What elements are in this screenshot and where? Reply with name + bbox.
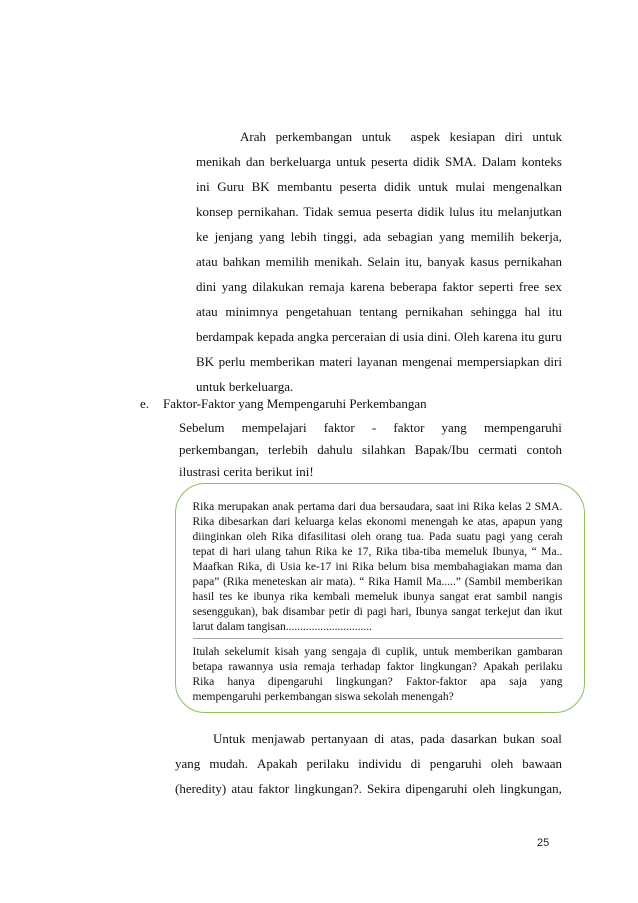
word: itu <box>520 329 535 344</box>
word: memberikan <box>249 354 315 369</box>
word: Rika <box>192 501 215 513</box>
text-line <box>193 675 563 690</box>
word: mata). <box>326 576 356 588</box>
word: tepat <box>192 546 215 558</box>
word: pertama <box>297 501 335 513</box>
story-paragraph <box>193 500 563 635</box>
word: didik <box>413 154 440 169</box>
word: contoh <box>526 442 562 457</box>
word: Rika <box>271 531 294 543</box>
word: rawannya <box>228 661 274 673</box>
word: Oleh <box>454 329 480 344</box>
word: atau <box>231 781 254 796</box>
word: mengenalkan <box>492 179 562 194</box>
word: di <box>371 646 381 658</box>
word: perkembangan, <box>179 442 259 457</box>
word: - <box>371 420 377 435</box>
word: didik <box>417 204 445 219</box>
word: di <box>410 756 421 771</box>
word: peserta <box>339 179 377 194</box>
word: ekonomi <box>366 516 407 528</box>
section-marker: e. <box>140 396 150 411</box>
word: Bapak/Ibu <box>414 442 469 457</box>
word: mempelajari <box>241 420 307 435</box>
word: pengaruhi <box>429 756 482 771</box>
word: pagi <box>485 531 506 543</box>
word: kelas <box>498 501 522 513</box>
word: pada <box>420 731 445 746</box>
word: Apakah <box>257 756 298 771</box>
word: suatu <box>456 531 481 543</box>
text-line <box>179 417 562 439</box>
word: Dalam <box>481 154 517 169</box>
word: kasus <box>470 254 500 269</box>
section-heading <box>140 391 427 416</box>
text-line <box>193 605 563 620</box>
text-line <box>179 439 562 461</box>
word: menikah. <box>314 254 363 269</box>
word: remaja <box>309 279 345 294</box>
word: usia <box>402 329 424 344</box>
word: semua <box>338 204 372 219</box>
word: hari, <box>390 606 412 618</box>
word: gambaran <box>517 646 563 658</box>
word: free <box>518 279 540 294</box>
word: perceraian <box>331 329 386 344</box>
text-line <box>193 660 563 675</box>
text-line <box>196 124 562 149</box>
word: ini <box>457 501 470 513</box>
word: apapun <box>502 516 536 528</box>
word: apa <box>480 676 497 688</box>
word: saja <box>509 676 528 688</box>
text-line <box>193 515 563 530</box>
word: air <box>310 576 323 588</box>
word: Apakah <box>482 661 519 673</box>
word: ada <box>362 229 382 244</box>
word: banyak <box>427 254 465 269</box>
word: di <box>374 731 385 746</box>
word: tentang <box>359 304 398 319</box>
word: dan <box>545 561 563 573</box>
word: karena <box>482 329 518 344</box>
word: diri <box>504 129 523 144</box>
word: berkeluarga <box>269 154 332 169</box>
word: itu <box>548 304 562 319</box>
text-line <box>196 149 562 174</box>
word: yang <box>510 531 533 543</box>
word: mempersiapkan <box>457 354 540 369</box>
word: faktor <box>393 420 425 435</box>
word: faktor <box>323 420 355 435</box>
reflection-paragraph <box>193 645 563 705</box>
word: Ibunya, <box>492 546 528 558</box>
word: hanya <box>227 676 255 688</box>
word: pernikahan <box>405 304 463 319</box>
text-line <box>196 174 562 199</box>
word: hal <box>524 304 541 319</box>
word: Guru <box>217 179 245 194</box>
word: menjawab <box>251 731 306 746</box>
word: perilaku <box>524 661 563 673</box>
word: Selain <box>367 254 400 269</box>
word: oleh <box>246 531 267 543</box>
word: hasil <box>192 591 215 603</box>
word: dan <box>523 606 541 618</box>
word: bukan <box>503 731 535 746</box>
word: memeluk <box>445 546 488 558</box>
text-line <box>175 751 562 776</box>
word: tiba-tiba <box>402 546 441 558</box>
word: BK <box>196 354 215 369</box>
word: untuk <box>418 179 448 194</box>
word: membantu <box>277 179 333 194</box>
word: atas, <box>390 731 414 746</box>
paragraph-divider <box>193 638 563 639</box>
section-intro-paragraph <box>179 417 562 483</box>
word: pernikahan. <box>237 204 299 219</box>
word: sesenggukan), <box>192 606 258 618</box>
word: di <box>219 546 229 558</box>
word: Tidak <box>303 204 334 219</box>
word: melanjutkan <box>497 204 562 219</box>
word: cermati <box>478 442 518 457</box>
word: Rika <box>192 516 215 528</box>
word: seperti <box>478 279 514 294</box>
word: sex <box>544 279 562 294</box>
word: membahagiakan <box>433 561 510 573</box>
story-box <box>175 483 585 713</box>
word: cuplik, <box>385 646 418 658</box>
word: rika <box>289 591 308 603</box>
word: aspek <box>410 129 441 144</box>
text-line <box>193 530 563 545</box>
word: mempengaruhi <box>483 420 562 435</box>
word: Pada <box>428 531 452 543</box>
word: dari <box>338 501 357 513</box>
word: itu <box>479 204 493 219</box>
word: saat <box>435 501 454 513</box>
word: yang <box>304 646 327 658</box>
word: bawaan <box>522 756 562 771</box>
word: Itulah <box>192 646 220 658</box>
word: orang <box>375 531 403 543</box>
word: tua. <box>406 531 424 543</box>
word: terkejut <box>484 606 520 618</box>
word: yang <box>441 420 467 435</box>
word: pengetahuan <box>285 304 352 319</box>
word: sebagian <box>387 229 433 244</box>
word: pertanyaan <box>311 731 369 746</box>
intro-paragraph <box>196 124 562 399</box>
word: Rika <box>192 676 215 688</box>
word: Sebelum <box>179 420 225 435</box>
word: tahun <box>285 546 311 558</box>
word: soal <box>540 731 562 746</box>
text-line <box>196 324 562 349</box>
word: dilakukan <box>252 279 304 294</box>
word: di <box>266 561 276 573</box>
text-line: mempengaruhi perkembangan siswa sekolah menengah? <box>192 691 454 703</box>
word: belum <box>377 561 407 573</box>
word: ibunya <box>253 591 285 603</box>
word: usia <box>279 661 298 673</box>
word: faktor <box>442 279 474 294</box>
word: Rika <box>351 561 374 573</box>
word: oleh <box>472 781 496 796</box>
word: diinginkan <box>192 531 242 543</box>
page-number: 25 <box>537 837 550 849</box>
word: mulai <box>455 179 486 194</box>
word: erat <box>474 591 492 603</box>
word: anak <box>272 501 295 513</box>
word: hari <box>232 546 251 558</box>
word: yang <box>221 279 247 294</box>
text-line <box>175 726 562 751</box>
word: mudah. <box>209 756 248 771</box>
word: Rika <box>472 501 495 513</box>
word: dini. <box>427 329 451 344</box>
word: Arah <box>240 129 266 144</box>
word: perilaku <box>306 756 350 771</box>
word: minimnya <box>225 304 279 319</box>
word: “ <box>359 576 365 588</box>
word: atas, <box>477 516 499 528</box>
word: lingkungan, <box>500 781 562 796</box>
word: (heredity) <box>175 781 227 796</box>
word: mengenai <box>401 354 453 369</box>
word: konteks <box>521 154 562 169</box>
text-line <box>193 500 563 515</box>
word: ke <box>237 591 249 603</box>
word: yang <box>439 229 465 244</box>
word: dipengaruhi <box>267 676 323 688</box>
word: nangis <box>532 591 563 603</box>
word: Sekira <box>367 781 401 796</box>
text-line <box>196 224 562 249</box>
word: bahkan <box>222 254 261 269</box>
word: faktor <box>386 661 415 673</box>
word: sangat <box>451 606 481 618</box>
word: meneteskan <box>252 576 307 588</box>
word: peserta <box>376 204 413 219</box>
word: ke <box>341 546 353 558</box>
word: ulang <box>255 546 281 558</box>
word: lebih <box>290 229 317 244</box>
word: karena <box>349 279 385 294</box>
text-line <box>196 274 562 299</box>
word: memilih <box>470 229 515 244</box>
word: pernikahan <box>504 254 562 269</box>
word: tes <box>219 591 233 603</box>
word: bekerja, <box>520 229 562 244</box>
word: lulus <box>449 204 475 219</box>
word: kelas <box>338 516 363 528</box>
word: untuk <box>361 129 392 144</box>
text-line: ilustrasi cerita berikut ini! <box>179 464 314 479</box>
word: 17, <box>357 546 372 558</box>
word: dari <box>272 516 291 528</box>
word: angka <box>297 329 329 344</box>
word: Ma.....” <box>426 576 461 588</box>
section-title: Faktor-Faktor yang Mempengaruhi Perkembangan <box>163 396 427 411</box>
word: “ <box>531 546 537 558</box>
word: disambar <box>282 606 325 618</box>
word: ke-17 <box>305 561 332 573</box>
word: Ma.. <box>541 546 563 558</box>
word: sekelumit <box>224 646 270 658</box>
word: yang <box>540 676 563 688</box>
word: ke <box>196 229 209 244</box>
word: beberapa <box>389 279 437 294</box>
word: memberikan <box>454 646 512 658</box>
word: betapa <box>192 661 223 673</box>
text-line <box>175 776 562 801</box>
word: merupakan <box>217 501 269 513</box>
word: ini <box>335 561 348 573</box>
text-line <box>193 645 563 660</box>
word: untuk <box>422 646 450 658</box>
word: Rika, <box>237 561 263 573</box>
word: sambil <box>496 591 528 603</box>
word: materi <box>319 354 353 369</box>
text-line: larut dalam tangisan.............................. <box>192 621 372 633</box>
word: BK <box>251 179 270 194</box>
word: ikut <box>544 606 563 618</box>
word: yang <box>259 229 285 244</box>
word: sengaja <box>331 646 367 658</box>
word: dipengaruhi <box>405 781 468 796</box>
word: cerah <box>537 531 563 543</box>
word: yang <box>175 756 201 771</box>
word: di <box>353 606 363 618</box>
word: dibesarkan <box>218 516 269 528</box>
word: memeluk <box>355 591 398 603</box>
discussion-paragraph <box>175 726 562 801</box>
word: kepada <box>257 329 294 344</box>
word: oleh <box>351 531 371 543</box>
word: kisah <box>274 646 299 658</box>
word: peserta <box>371 154 408 169</box>
word: bisa <box>410 561 430 573</box>
word: yang <box>540 516 563 528</box>
word: di <box>389 329 400 344</box>
word: individu <box>358 756 402 771</box>
word: dahulu <box>317 442 353 457</box>
word: Maafkan <box>192 561 234 573</box>
word: memilih <box>265 254 309 269</box>
word: mama <box>513 561 542 573</box>
word: ke <box>462 516 474 528</box>
word: berdampak <box>196 329 254 344</box>
word: untuk <box>532 129 562 144</box>
word: ibunya <box>403 591 435 603</box>
word: dan <box>245 154 265 169</box>
word: guru <box>538 329 562 344</box>
word: petir <box>328 606 350 618</box>
word: silahkan <box>362 442 406 457</box>
word: Hamil <box>393 576 423 588</box>
word: perlu <box>218 354 246 369</box>
word: SMA. <box>534 501 563 513</box>
text-line <box>193 545 563 560</box>
word: SMA. <box>444 154 477 169</box>
text-line <box>193 590 563 605</box>
word: Rika <box>368 576 390 588</box>
word: dua <box>359 501 377 513</box>
word: Faktor-faktor <box>405 676 467 688</box>
word: kembali <box>312 591 350 603</box>
text-line <box>196 249 562 274</box>
word: papa” <box>192 576 220 588</box>
word: diri <box>543 354 562 369</box>
text-line <box>193 575 563 590</box>
text-line <box>196 299 562 324</box>
word: Rika <box>315 546 338 558</box>
word: faktor <box>258 781 290 796</box>
word: bersaudara, <box>379 501 433 513</box>
word: atau <box>196 304 218 319</box>
word: pagi <box>366 606 387 618</box>
word: (Rika <box>223 576 249 588</box>
word: sehingga <box>470 304 517 319</box>
text-line: untuk berkeluarga. <box>196 379 294 394</box>
word: dasarkan <box>450 731 497 746</box>
word: 2 <box>525 501 532 513</box>
word: lingkungan? <box>335 676 393 688</box>
text-line <box>196 199 562 224</box>
word: remaja <box>303 661 336 673</box>
word: untuk <box>336 154 366 169</box>
word: bak <box>261 606 279 618</box>
word: menikah <box>196 154 241 169</box>
word: tinggi, <box>323 229 357 244</box>
word: lingkungan? <box>420 661 477 673</box>
word: perkembangan <box>275 129 353 144</box>
word: keluarga <box>294 516 335 528</box>
word: atau <box>196 254 218 269</box>
word: ini <box>196 179 210 194</box>
word: dini <box>196 279 217 294</box>
word: didik <box>384 179 411 194</box>
word: terhadap <box>341 661 381 673</box>
word: konsep <box>196 204 233 219</box>
word: lingkungan?. <box>294 781 362 796</box>
word: memberikan <box>504 576 563 588</box>
word: Ibunya <box>415 606 448 618</box>
word: layanan <box>357 354 398 369</box>
word: sangat <box>439 591 469 603</box>
word: Rika <box>375 546 398 558</box>
word: kesiapan <box>449 129 496 144</box>
word: (Sambil <box>464 576 502 588</box>
word: difasilitasi <box>298 531 347 543</box>
word: terlebih <box>268 442 308 457</box>
word: Untuk <box>213 731 246 746</box>
word: Usia <box>279 561 301 573</box>
text-line <box>196 349 562 374</box>
word: itu, <box>405 254 423 269</box>
word: oleh <box>490 756 514 771</box>
text-line <box>193 560 563 575</box>
word: jenjang <box>214 229 253 244</box>
word: menengah <box>410 516 459 528</box>
